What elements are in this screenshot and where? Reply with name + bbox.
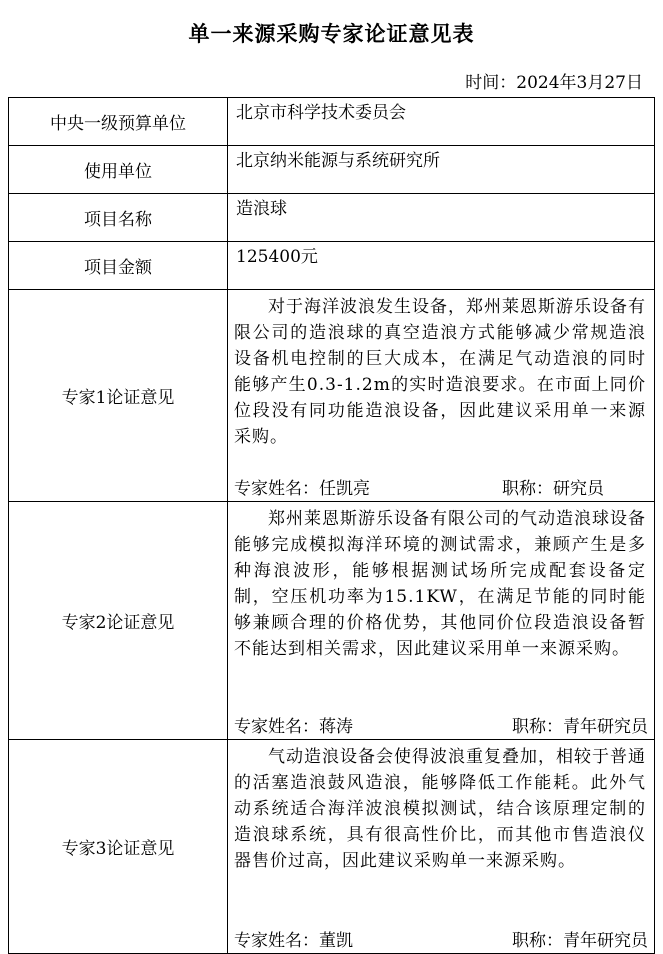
- row-project-name: [9, 194, 655, 242]
- project-name-label: 项目名称: [9, 194, 228, 242]
- expert-1-label: 专家1论证意见: [9, 290, 228, 502]
- expert-2-opinion-text: 郑州莱恩斯游乐设备有限公司的气动造浪球设备能够完成模拟海洋环境的测试需求，兼顾产生是多种海浪波形，能够根据测试场所完成配套设备定制，空压机功率为15.1KW，在满足节能的同时能够兼顾合理的价格优势，其他同价位段造浪设备暂不能达到相关需求，因此建议采用单一来源采购。: [234, 509, 646, 659]
- row-project-amount: [9, 242, 655, 290]
- central-budget-unit-value: 北京市科学技术委员会: [228, 98, 655, 146]
- expert-3-signature: [234, 929, 648, 953]
- row-expert-2: [9, 502, 655, 740]
- expert-3-opinion-text: 气动造浪设备会使得波浪重复叠加，相较于普通的活塞造浪鼓风造浪，能够降低工作能耗。此外气动系统适合海洋波浪模拟测试，结合该原理定制的造浪球系统，具有很高性价比，而其他市售造浪仪器售价过高，因此建议采购单一来源采购。: [234, 747, 646, 871]
- user-unit-value: 北京纳米能源与系统研究所: [228, 146, 655, 194]
- form-title: 单一来源采购专家论证意见表: [188, 21, 475, 46]
- expert-3-title: 职称：青年研究员: [512, 931, 648, 951]
- project-name-value: 造浪球: [228, 194, 655, 242]
- project-amount-value: 125400元: [228, 242, 655, 290]
- row-central-budget-unit: [9, 98, 655, 146]
- expert-2-signature: [234, 715, 648, 739]
- expert-2-label: 专家2论证意见: [9, 502, 228, 740]
- expert-2-opinion-cell: [228, 502, 655, 740]
- expert-1-name: 专家姓名：任凯亮: [234, 479, 370, 499]
- expert-2-title: 职称：青年研究员: [512, 717, 648, 737]
- date-line: 时间：2024年3月27日: [465, 73, 643, 93]
- row-expert-1: [9, 290, 655, 502]
- expert-3-label: 专家3论证意见: [9, 740, 228, 954]
- expert-3-opinion-cell: [228, 740, 655, 954]
- user-unit-label: 使用单位: [9, 146, 228, 194]
- expert-1-signature: [234, 477, 648, 501]
- row-expert-3: [9, 740, 655, 954]
- project-amount-label: 项目金额: [9, 242, 228, 290]
- central-budget-unit-label: 中央一级预算单位: [9, 98, 228, 146]
- expert-1-opinion-text: 对于海洋波浪发生设备，郑州莱恩斯游乐设备有限公司的造浪球的真空造浪方式能够减少常规造浪设备机电控制的巨大成本，在满足气动造浪的同时能够产生0.3-1.2m的实时造浪要求。在市面上同价位段没有同功能造浪设备，因此建议采用单一来源采购。: [234, 297, 646, 447]
- expert-1-opinion-cell: [228, 290, 655, 502]
- expert-2-name: 专家姓名：蒋涛: [234, 717, 353, 737]
- expert-3-name: 专家姓名：董凯: [234, 931, 353, 951]
- expert-1-title: 职称：研究员: [502, 479, 604, 499]
- opinion-form-table: [8, 97, 655, 954]
- row-user-unit: [9, 146, 655, 194]
